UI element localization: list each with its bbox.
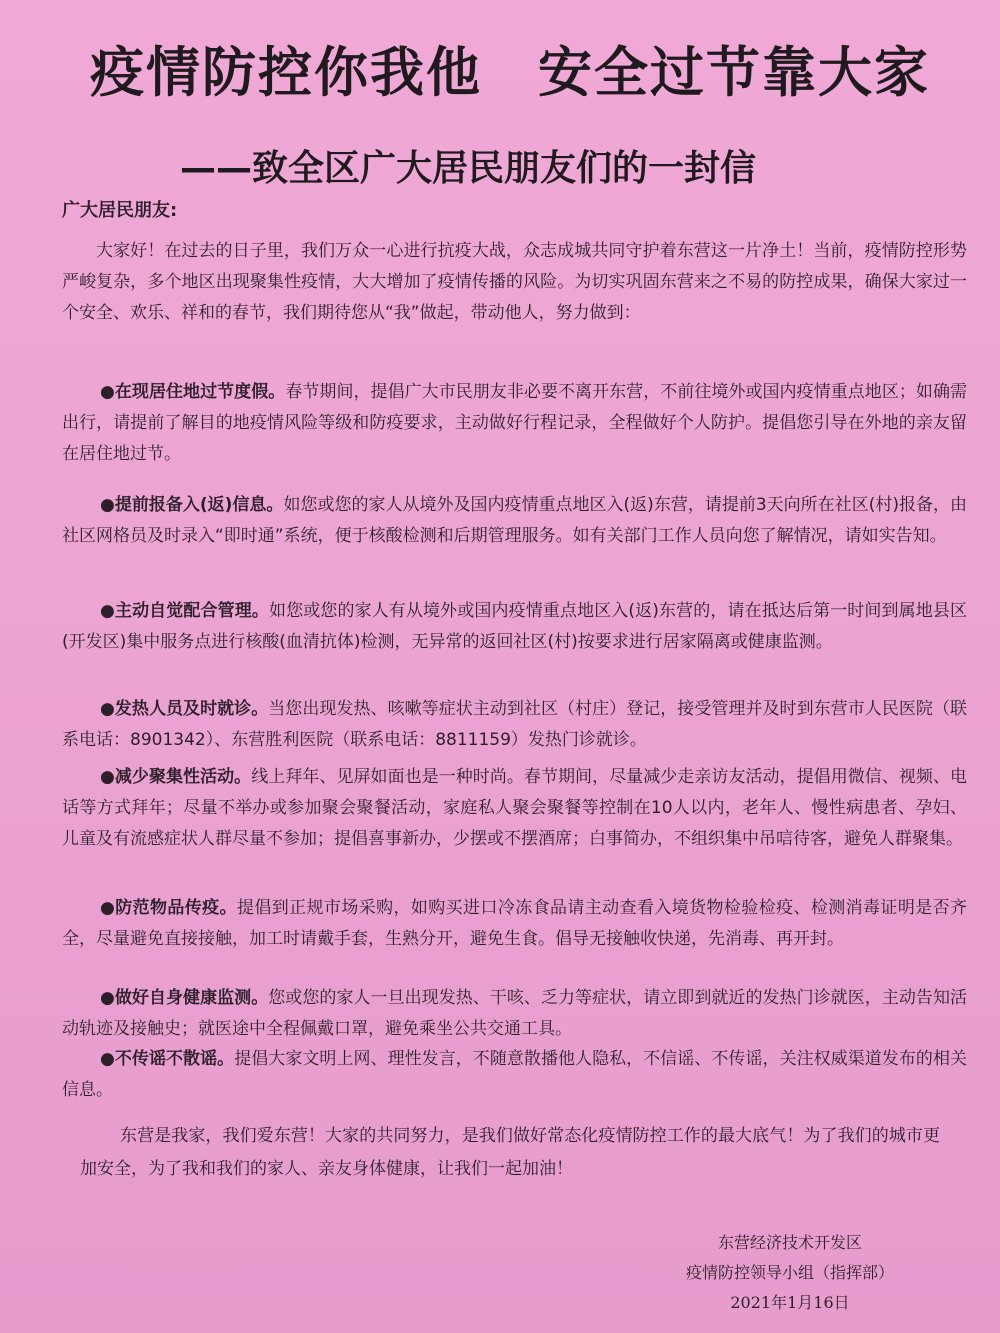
item-report-return <box>62 490 967 552</box>
item-reduce-gathering <box>62 762 967 855</box>
signature-org: 东营经济技术开发区 <box>717 1233 862 1252</box>
item-no-rumors <box>62 1044 967 1106</box>
closing-paragraph: 东营是我家，我们爱东营！大家的共同努力，是我们做好常态化疫情防控工作的最大底气！为了我们的城市更加安全，为了我和我们的家人、亲友身体健康，让我们一起加油！ <box>80 1126 940 1179</box>
greeting: 广大居民朋友: <box>62 200 178 221</box>
item-heading: ●不传谣不散谣。 <box>100 1049 235 1069</box>
item-heading: ●提前报备入(返)信息。 <box>100 495 284 515</box>
item-health-monitoring <box>62 983 967 1045</box>
item-goods-safety <box>62 893 967 955</box>
item-fever-clinic <box>62 694 967 756</box>
item-heading: ●在现居住地过节度假。 <box>100 382 286 402</box>
item-heading: ●主动自觉配合管理。 <box>100 601 269 621</box>
item-text: 提倡大家文明上网、理性发言，不随意散播他人隐私，不信谣、不传谣，关注权威渠道发布的相关信息。 <box>62 1049 967 1100</box>
item-text: 线上拜年、见屏如面也是一种时尚。春节期间，尽量减少走亲访友活动，提倡用微信、视频、电话等方式拜年；尽量不举办或参加聚会聚餐活动，家庭私人聚会聚餐等控制在10人以内，老年人、慢性病患者、孕妇、儿童及有流感症状人群尽量不参加；提倡喜事新办，少摆或不摆酒席；白事简办，不组织集中吊唁待客，避免人群聚集。 <box>62 767 968 849</box>
item-text: 如您或您的家人有从境外或国内疫情重点地区入(返)东营的，请在抵达后第一时间到属地县区(开发区)集中服务点进行核酸(血清抗体)检测，无异常的返回社区(村)按要求进行居家隔离或健康监测。 <box>62 601 967 652</box>
letter-title: 疫情防控你我他 安全过节靠大家 <box>90 41 930 104</box>
item-heading: ●做好自身健康监测。 <box>100 988 269 1008</box>
item-cooperate <box>62 596 967 658</box>
item-text: 春节期间，提倡广大市民朋友非必要不离开东营，不前往境外或国内疫情重点地区；如确需出行，请提前了解目的地疫情风险等级和防疫要求，主动做好行程记录，全程做好个人防护。提倡您引导在外地的亲友留在居住地过节。 <box>62 382 967 464</box>
item-text: 您或您的家人一旦出现发热、干咳、乏力等症状，请立即到就近的发热门诊就医，主动告知活动轨迹及接触史；就医途中全程佩戴口罩，避免乘坐公共交通工具。 <box>62 988 967 1039</box>
intro-paragraph: 大家好！在过去的日子里，我们万众一心进行抗疫大战，众志成城共同守护着东营这一片净土！当前，疫情防控形势严峻复杂，多个地区出现聚集性疫情，大大增加了疫情传播的风险。为切实巩固东营来之不易的防控成果，确保大家过一个安全、欢乐、祥和的春节，我们期待您从“我”做起，带动他人，努力做到： <box>62 241 967 323</box>
item-heading: ●减少聚集性活动。 <box>100 767 252 787</box>
signature-date: 2021年1月16日 <box>730 1293 850 1312</box>
signature-group: 疫情防控领导小组（指挥部） <box>685 1263 894 1282</box>
item-text: 提倡到正规市场采购，如购买进口冷冻食品请主动查看入境货物检验检疫、检测消毒证明是否齐全，尽量避免直接接触，加工时请戴手套，生熟分开，避免生食。倡导无接触收快递，先消毒、再开封。 <box>62 898 967 949</box>
item-text: 如您或您的家人从境外及国内疫情重点地区入(返)东营，请提前3天向所在社区(村)报备，由社区网格员及时录入“即时通”系统，便于核酸检测和后期管理服务。如有关部门工作人员向您了解情况，请如实告知。 <box>62 495 967 546</box>
item-heading: ●防范物品传疫。 <box>100 898 237 918</box>
item-stay-local <box>62 377 967 470</box>
item-heading: ●发热人员及时就诊。 <box>100 699 269 719</box>
item-text: 当您出现发热、咳嗽等症状主动到社区（村庄）登记，接受管理并及时到东营市人民医院（联系电话：8901342）、东营胜利医院（联系电话：8811159）发热门诊就诊。 <box>62 699 967 750</box>
letter-subtitle: ——致全区广大居民朋友们的一封信 <box>180 148 757 189</box>
